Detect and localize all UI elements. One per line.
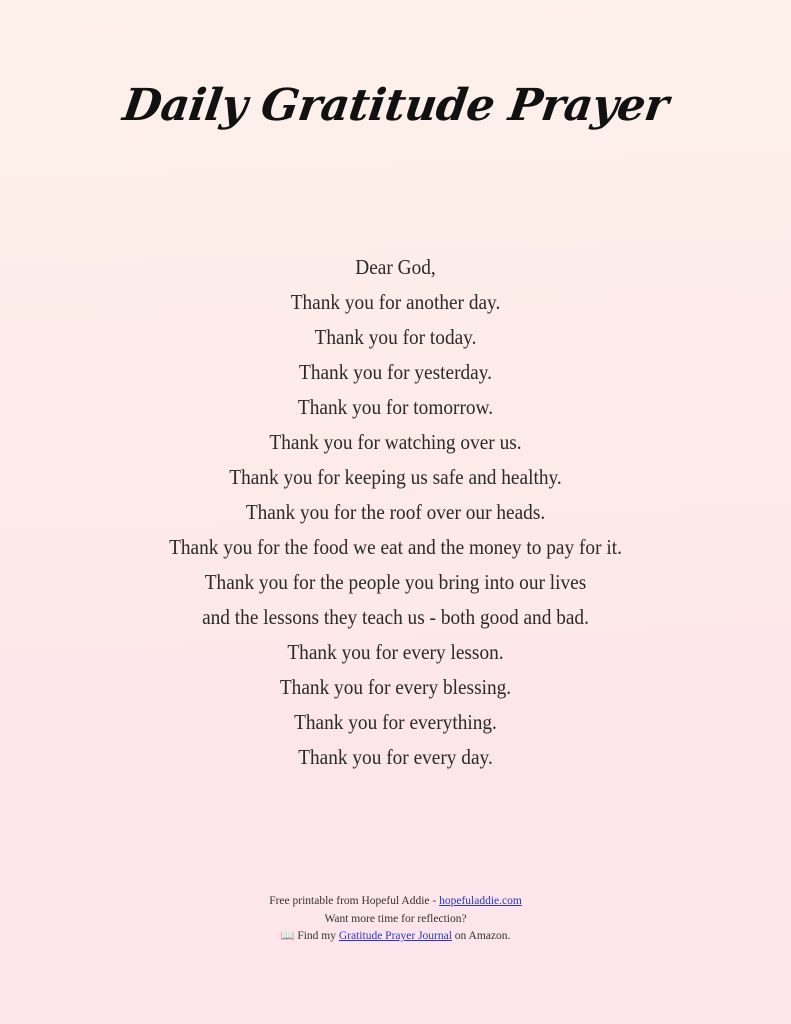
footer-journal-suffix: on Amazon. <box>451 930 511 942</box>
prayer-line: Thank you for everything. <box>294 710 497 734</box>
footer-reflection-line: Want more time for reflection? <box>324 912 467 925</box>
prayer-line: Thank you for yesterday. <box>299 360 492 384</box>
page-title: Daily Gratitude Prayer <box>119 80 672 131</box>
prayer-line: Thank you for the food we eat and the money to pay for it. <box>169 535 622 559</box>
website-link[interactable]: hopefuladdie.com <box>439 895 522 907</box>
footer-journal-line <box>0 928 791 946</box>
prayer-line: Thank you for tomorrow. <box>297 395 494 419</box>
prayer-line: Thank you for today. <box>314 325 477 349</box>
prayer-line: Thank you for the roof over our heads. <box>245 500 546 524</box>
prayer-line: Thank you for watching over us. <box>269 430 522 454</box>
footer-journal-prefix: Find my <box>297 930 339 942</box>
prayer-text <box>32 250 760 775</box>
footer-credit-line <box>0 893 791 911</box>
prayer-line: Thank you for every day. <box>298 745 493 769</box>
footer <box>0 893 791 946</box>
prayer-line: Thank you for keeping us safe and healthy. <box>229 465 562 489</box>
prayer-line: and the lessons they teach us - both good and bad. <box>202 605 589 629</box>
prayer-line: Thank you for every lesson. <box>287 640 504 664</box>
prayer-line: Dear God, <box>355 255 436 279</box>
prayer-line: Thank you for another day. <box>290 290 501 314</box>
open-book-icon: 📖 <box>280 930 295 942</box>
footer-credit-text: Free printable from Hopeful Addie - <box>269 895 440 907</box>
prayer-line: Thank you for the people you bring into our lives <box>204 570 587 594</box>
journal-link[interactable]: Gratitude Prayer Journal <box>338 930 452 942</box>
prayer-line: Thank you for every blessing. <box>279 675 512 699</box>
